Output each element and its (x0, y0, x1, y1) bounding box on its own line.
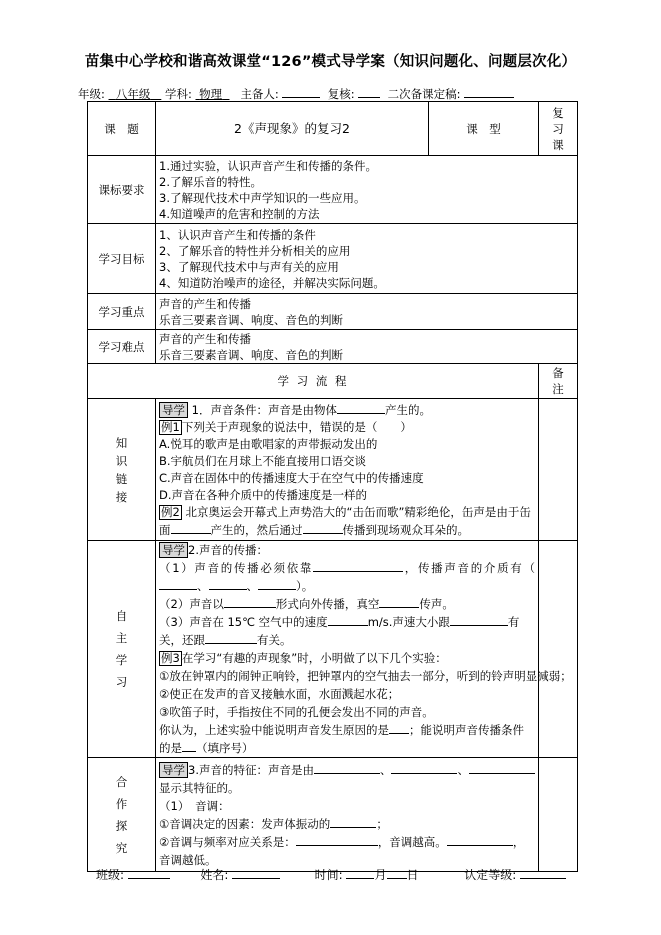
time-label: 时间: (314, 868, 343, 882)
example-3: 例3 在学习“有趣的声现象”时，小明做了以下几个实验： (161, 651, 447, 665)
note-cell[interactable] (539, 399, 578, 541)
pitch-q1: ①音调决定的因素：发声体振动的 ； (159, 816, 388, 831)
list-item: 1、认识声音产生和传播的条件 (159, 227, 316, 242)
self-study-content (156, 541, 572, 758)
standards-row (88, 156, 578, 224)
difficulties-list (156, 330, 578, 364)
answer-blank[interactable] (330, 815, 376, 828)
review-blank[interactable] (358, 86, 380, 98)
pitch-title: （1） 音调： (159, 798, 230, 813)
keypoints-row (88, 294, 578, 330)
day-blank[interactable] (387, 866, 407, 879)
review-label: 复核: (327, 87, 355, 101)
topic-value: 2《声现象》的复习2 (156, 102, 429, 156)
cooperation-label: 合作探究 (115, 774, 128, 855)
goals-list (156, 224, 578, 294)
feature-head: 导学 3.声音的特征：声音是由 、 、显示其特征的。 (159, 761, 535, 797)
list-item: 乐音三要素音调、响度、音色的判断 (159, 347, 343, 362)
subject-value: 物理 (199, 87, 223, 101)
meta-line (78, 86, 618, 102)
list-item: 声音的产生和传播 (159, 331, 251, 346)
option-d: D.声音在各种介质中的传播速度是一样的 (159, 488, 368, 502)
answer-blank[interactable] (209, 577, 247, 590)
grade-value: 八年级 (115, 87, 151, 101)
propagation-q2: （2）声音以 形式向外传播，真空 传声。 (159, 597, 454, 611)
difficulties-row (88, 330, 578, 364)
header-row (88, 102, 578, 156)
subject-label: 学科: (164, 87, 192, 101)
name-blank[interactable] (232, 866, 280, 879)
list-item: 4、知道防治噪声的途径，并解决实际问题。 (159, 275, 385, 290)
answer-blank[interactable] (469, 761, 535, 774)
topic-label: 课 题 (88, 102, 156, 156)
footer (96, 866, 616, 883)
lesson-table (87, 101, 578, 872)
type-label: 课 型 (429, 102, 539, 156)
knowledge-content (156, 399, 539, 541)
guide-tag: 导学 (159, 402, 188, 418)
example-tag: 例2 (161, 505, 180, 519)
option-b: B.宇航员们在月球上不能直接用口语交谈 (159, 454, 367, 468)
section-self-study (88, 541, 578, 758)
self-study-head: 导学 2.声音的传播： (159, 541, 535, 559)
section-knowledge (88, 399, 578, 541)
process-label: 学 习 流 程 (88, 364, 539, 399)
grade-label: 年级: (78, 87, 105, 101)
page-title: 苗集中心学校和谐高效课堂“126”模式导学案（知识问题化、问题层次化） (84, 54, 577, 70)
list-item: 1.通过实验，认识声音产生和传播的条件。 (159, 158, 377, 173)
class-label: 班级: (96, 868, 125, 882)
month-blank[interactable] (346, 866, 374, 879)
name-label: 姓名: (200, 868, 229, 882)
option-c: C.声音在固体中的传播速度大于在空气中的传播速度 (159, 471, 424, 485)
guide-tag: 导学 (159, 762, 188, 778)
preparer-blank[interactable] (282, 86, 320, 98)
day-label: 日 (406, 868, 419, 882)
standards-list (156, 156, 578, 224)
answer-blank[interactable] (205, 631, 257, 644)
answer-blank[interactable] (303, 521, 343, 534)
standards-label: 课标要求 (88, 156, 156, 224)
answer-blank[interactable] (447, 833, 513, 846)
propagation-q3: （3）声音在 15℃ 空气中的速度 m/s.声速大小跟 有关，还跟 有关。 (159, 615, 520, 647)
example-tag: 例1 (161, 420, 180, 434)
example-1: 例1 下列关于声现象的说法中，错误的是（ ） (161, 420, 412, 434)
second-label: 二次备课定稿: (387, 87, 461, 101)
level-blank[interactable] (520, 866, 566, 879)
goals-label: 学习目标 (88, 224, 156, 294)
cooperation-label-cell (88, 758, 156, 872)
answer-blank[interactable] (258, 577, 296, 590)
note-cell[interactable] (539, 758, 578, 872)
guide-tag: 导学 (159, 542, 188, 558)
section-cooperation (88, 758, 578, 872)
self-study-label-cell (88, 541, 156, 758)
example-tag: 例3 (161, 651, 180, 665)
answer-blank[interactable] (328, 613, 368, 626)
goals-row (88, 224, 578, 294)
answer-blank[interactable] (296, 833, 378, 846)
experiment-3: ③吹笛子时，手指按住不同的孔便会发出不同的声音。 (159, 705, 434, 719)
list-item: 3、了解现代技术中与声有关的应用 (159, 259, 339, 274)
example-2: 例2 北京奥运会开幕式上声势浩大的“击缶而歌”精彩绝伦，缶声是由于缶面 产生的，然后通过 传播到现场观众耳朵的。 (159, 505, 531, 537)
list-item: 2、了解乐音的特性并分析相关的应用 (159, 243, 351, 258)
difficulties-label: 学习难点 (88, 330, 156, 364)
answer-blank[interactable] (450, 613, 508, 626)
knowledge-label: 知识链接 (115, 435, 128, 504)
note-label: 备注 (539, 364, 578, 399)
level-label: 认定等级: (464, 868, 517, 882)
answer-blank[interactable] (389, 721, 409, 734)
experiment-2: ②使正在发声的音叉接触水面，水面溅起水花； (159, 687, 400, 701)
knowledge-line-1: 导学 1．声音条件：声音是由物体 产生的。 (159, 401, 535, 419)
list-item: 4.知道噪声的危害和控制的方法 (159, 206, 320, 221)
answer-blank[interactable] (171, 521, 211, 534)
answer-blank[interactable] (314, 761, 380, 774)
answer-blank[interactable] (159, 577, 197, 590)
month-label: 月 (374, 868, 387, 882)
answer-blank[interactable] (391, 761, 457, 774)
class-blank[interactable] (128, 866, 170, 879)
experiment-question: 你认为，上述实验中能说明声音发生原因的是 ；能说明声音传播条件的是 （填序号） (159, 723, 524, 755)
answer-blank[interactable] (379, 595, 419, 608)
experiment-1: ①放在钟罩内的闹钟正响铃，把钟罩内的空气抽去一部分，听到的铃声明显减弱； (159, 669, 572, 683)
keypoints-list (156, 294, 578, 330)
option-a: A.悦耳的歌声是由歌唱家的声带振动发出的 (159, 437, 378, 451)
preparer-label: 主备人: (240, 87, 279, 101)
process-header-row (88, 364, 578, 399)
list-item: 乐音三要素音调、响度、音色的判断 (159, 312, 343, 327)
pitch-q2: ②音调与频率对应关系是： ，音调越高。 ，音调越低。 (159, 834, 525, 867)
answer-blank[interactable] (182, 739, 196, 752)
answer-blank[interactable] (337, 401, 385, 414)
note-cell[interactable] (539, 541, 578, 758)
cooperation-content (156, 758, 539, 872)
knowledge-label-cell (88, 399, 156, 541)
self-study-label: 自主学习 (115, 609, 128, 689)
second-blank[interactable] (464, 86, 514, 98)
list-item: 2.了解乐音的特性。 (159, 174, 262, 189)
answer-blank[interactable] (313, 559, 403, 572)
answer-blank[interactable] (224, 595, 276, 608)
keypoints-label: 学习重点 (88, 294, 156, 330)
type-value: 复习课 (539, 102, 578, 156)
list-item: 3.了解现代技术中声学知识的一些应用。 (159, 190, 366, 205)
list-item: 声音的产生和传播 (159, 296, 251, 311)
propagation-q1: （1）声音的传播必须依靠 ，传播声音的介质有（、 、 ）。 (159, 561, 535, 593)
